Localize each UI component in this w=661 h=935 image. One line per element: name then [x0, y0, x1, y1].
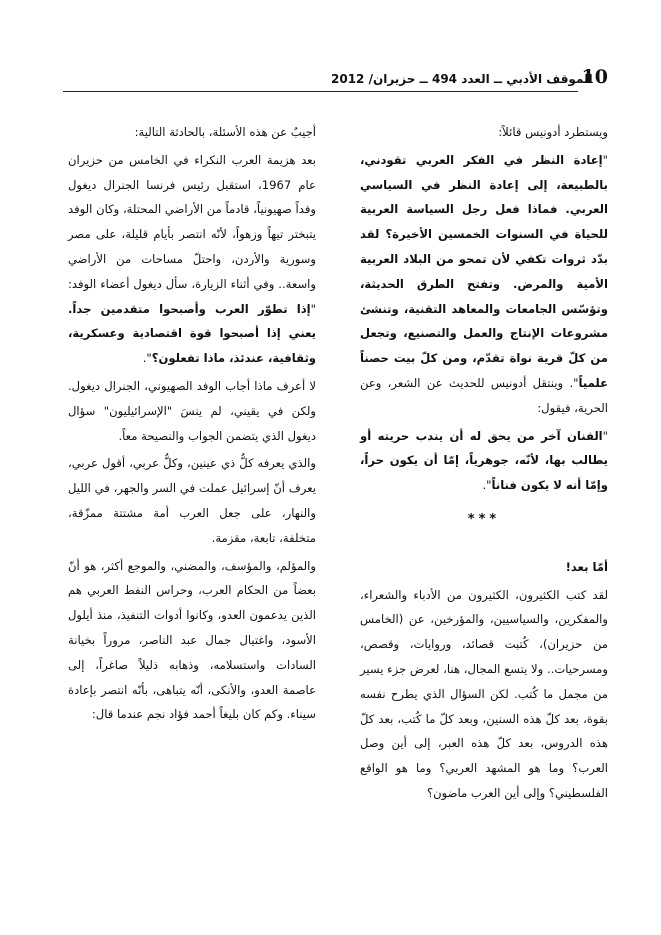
section-separator: ***	[467, 511, 501, 527]
text: بعد هزيمة العرب النكراء في الخامس من حزيران عام 1967، استقبل رئيس فرنسا الجنرال ديغول وفداً صهيونياً، قادماً من الأراضي المحتلة، وكان الوفد يتبختر تيهاً وزهواً، لأنّه انتصر بأيام قليلة، على مصر وسورية والأردن، واحتلّ مساحات من الأراضي واسعة.. وفي أثناء الزيارة، سأل ديغول أعضاء الوفد:	[68, 152, 316, 291]
journal-issue-title: الموقف الأدبي ــ العدد 494 ــ حزيران/ 2012	[331, 72, 593, 86]
text: . وينتقل أدونيس للحديث عن الشعر، وعن الحرية، فيقول:	[360, 375, 608, 415]
page-header	[63, 68, 608, 92]
right-column	[360, 120, 608, 809]
left-column	[68, 120, 316, 730]
text: .	[142, 351, 147, 366]
paragraph	[360, 120, 608, 145]
paragraph: "إعادة النظر في الفكر العربي تقودني، بالطبيعة، إلى إعادة النظر في السياسي العربي. فماذا فعل رجل السياسة العربية للحياة في السنوات الخمسين الأخيرة؟ لقد بدّد ثروات تكفي لأن تمحو من البلاد العربية الأمية والمرض. وتفتح الطرق الحديثة، وتؤسّس الجامعات والمعاهد التقنية، وتنشئ مشروعات الإنتاج والعمل والتصنيع، وتجعل من كلّ قرية نواة تقدّم، ومن كلّ بيت حصناً علمياً". وينتقل أدونيس للحديث عن الشعر، وعن الحرية، فيقول:	[360, 152, 608, 415]
page-number: 10	[581, 66, 608, 88]
paragraph: بعد هزيمة العرب النكراء في الخامس من حزيران عام 1967، استقبل رئيس فرنسا الجنرال ديغول وفداً صهيونياً، قادماً من الأراضي المحتلة، وكان الوفد يتبختر تيهاً وزهواً، لأنّه انتصر بأيام قليلة، على مصر وسورية والأردن، واحتلّ مساحات من الأراضي واسعة.. وفي أثناء الزيارة، سأل ديغول أعضاء الوفد: "إذا تطوّر العرب وأصبحوا متقدمين جداً. يعني إذا أصبحوا قوة اقتصادية وعسكرية، وثقافية، عندئذ، ماذا تفعلون؟".	[68, 152, 316, 366]
paragraph: والمؤلم، والمؤسف، والمضني، والموجع أكثر، هو أنّ بعضاً من الحكام العرب، وحراس النفط العربي هم الذين يدعمون العدو، وكانوا أدوات التنفيذ، منذ أيلول الأسود، واغتيال جمال عبد الناصر، مروراً بخيانة السادات واستسلامه، وذهابه ذليلاً صاغراً، إلى عاصمة العدو، والأنكى، أنّه يتباهى، بأنّه انتصر بإعادة سيناء. وكم كان بليغاً أحمد فؤاد نجم عندما قال:	[68, 558, 316, 722]
paragraph: لقد كتب الكثيرون، الكثيرون من الأدباء والشعراء، والمفكرين، والسياسيين، والمؤرخين، عن (الخامس من حزيران)، كُتبت قصائد، وروايات، وقصص، ومسرحيات.. ولا يتسع المجال، هنا، لعرض جزء يسير من مجمل ما كُتب. لكن السؤال الذي يطرح نفسه بقوة، بعد كلّ هذه السنين، وبعد كلّ ما كُتب، بعد كلّ هذه الدروس، بعد كلّ هذه العبر، إلى أين وصل العرب؟ وما هو المشهد العربي؟ وما هو الواقع الفلسطيني؟ وإلى أين العرب ماضون؟	[360, 587, 608, 800]
paragraph: والذي يعرفه كلُّ ذي عينين، وكلُّ عربي، أقول عربي، يعرف أنّ إسرائيل عملت في السر والجهر، في الليل والنهار، على جعل العرب أمة مشتتة ممزّقة، متخلفة، تابعة، مقزمة.	[68, 456, 316, 545]
bold-quote: إعادة النظر في الفكر العربي تقودني، بالطبيعة، إلى إعادة النظر في السياسي العربي. فماذا فعل رجل السياسة العربية للحياة في السنوات الخمسين الأخيرة؟ لقد بدّد ثروات تكفي لأن تمحو من البلاد العربية الأمية والمرض. وتفتح الطرق الحديثة، وتؤسّس الجامعات والمعاهد التقنية، وتنشئ مشروعات الإنتاج والعمل والتصنيع، وتجعل من كلّ قرية نواة تقدّم، ومن كلّ بيت حصناً علمياً	[360, 152, 608, 390]
section-heading: أمّا بعد!	[565, 559, 608, 574]
paragraph: أجيبُ عن هذه الأسئلة، بالحادثة التالية:	[134, 125, 316, 139]
paragraph: لا أعرف ماذا أجاب الوفد الصهيوني، الجنرال ديغول. ولكن في يقيني، لم ينسَ "الإسرائيليون" سؤال ديغول الذي يتضمن الجواب والنصيحة معاً.	[68, 378, 316, 443]
paragraph: "الفنان آخر من يحق له أن يندب حريته أو يطالب بها، لأنّه، جوهرياً، إمّا أن يكون حراً، وإمّا أنه لا يكون فناناً".	[360, 428, 608, 493]
intro-text: ويستطرد أدونيس قائلاً:	[498, 125, 608, 139]
bold-quote: الفنان آخر من يحق له أن يندب حريته أو يطالب بها، لأنّه، جوهرياً، إمّا أن يكون حراً، وإمّا أنه لا يكون فناناً	[360, 428, 608, 493]
bold-quote: إذا تطوّر العرب وأصبحوا متقدمين جداً. يعني إذا أصبحوا قوة اقتصادية وعسكرية، وثقافية، عندئذ، ماذا تفعلون؟	[68, 301, 316, 366]
text: .	[482, 478, 487, 493]
header-rule	[63, 91, 578, 92]
